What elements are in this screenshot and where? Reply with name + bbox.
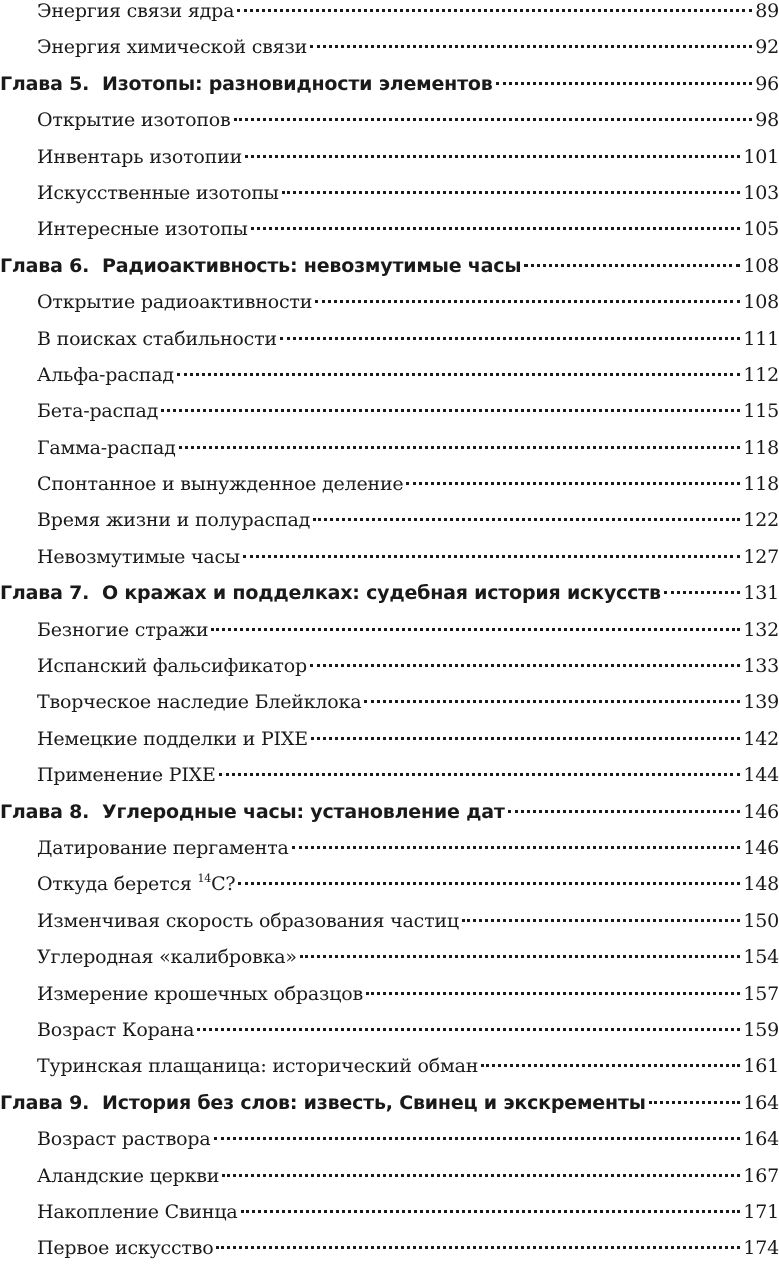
page-number: 146 xyxy=(743,836,779,859)
section-title xyxy=(37,684,361,720)
entry-text: Безногие стражи xyxy=(37,618,209,641)
entry-text: Возраст Корана xyxy=(37,1018,195,1041)
dot-leader xyxy=(310,45,752,48)
entry-text: Бета-распад xyxy=(37,400,159,423)
toc-chapter-row xyxy=(0,794,779,830)
entry-text: В поисках стабильности xyxy=(37,327,277,350)
superscript: 14 xyxy=(197,872,212,886)
section-title xyxy=(37,903,459,939)
entry-text: Время жизни и полураспад xyxy=(37,509,311,532)
dot-leader xyxy=(311,737,740,740)
toc-section-row xyxy=(0,284,779,320)
entry-text: Инвентарь изотопии xyxy=(37,145,243,168)
section-title xyxy=(37,721,308,757)
section-title xyxy=(37,648,307,684)
dot-leader xyxy=(216,1246,740,1249)
toc-section-row xyxy=(0,757,779,793)
toc-section-row xyxy=(0,29,779,65)
section-title xyxy=(37,102,231,138)
entry-text: Датирование пергамента xyxy=(37,836,289,859)
toc-chapter-row xyxy=(0,575,779,611)
dot-leader xyxy=(496,82,753,85)
toc-section-row xyxy=(0,903,779,939)
section-title xyxy=(37,211,248,247)
dot-leader xyxy=(508,810,741,813)
toc-section-row xyxy=(0,976,779,1012)
page-number: 92 xyxy=(755,36,779,59)
entry-text: Изменчивая скорость образования частиц xyxy=(37,909,459,932)
page-number: 108 xyxy=(743,291,779,314)
toc-section-row xyxy=(0,1048,779,1084)
chapter-label: Глава 9. xyxy=(0,1091,90,1114)
section-title xyxy=(37,1230,213,1266)
section-title xyxy=(37,357,174,393)
page-number: 133 xyxy=(743,655,779,678)
section-title xyxy=(37,830,289,866)
toc-section-row xyxy=(0,0,779,29)
chapter-title xyxy=(0,248,521,284)
page-number: 127 xyxy=(743,545,779,568)
toc-section-row xyxy=(0,430,779,466)
page-number: 89 xyxy=(755,0,779,22)
chapter-title xyxy=(0,1085,646,1121)
dot-leader xyxy=(245,155,740,158)
chapter-title xyxy=(0,575,661,611)
toc-section-row xyxy=(0,648,779,684)
section-title xyxy=(37,1158,219,1194)
section-title xyxy=(37,1048,478,1084)
entry-text: Альфа-распад xyxy=(37,363,174,386)
toc-section-row xyxy=(0,1012,779,1048)
toc-section-row xyxy=(0,939,779,975)
dot-leader xyxy=(364,700,740,703)
page-number: 157 xyxy=(743,982,779,1005)
dot-leader xyxy=(243,555,740,558)
entry-text: Открытие радиоактивности xyxy=(37,291,313,314)
toc-section-row xyxy=(0,502,779,538)
dot-leader xyxy=(251,227,741,230)
page-number: 96 xyxy=(755,72,779,95)
entry-text: Открытие изотопов xyxy=(37,109,231,132)
entry-text: Аландские церкви xyxy=(37,1164,220,1187)
page-number: 148 xyxy=(743,873,779,896)
entry-text: Применение PIXE xyxy=(37,764,216,787)
section-title xyxy=(37,539,240,575)
entry-text: История без слов: известь, Свинец и экскременты xyxy=(102,1091,646,1114)
chapter-label: Глава 5. xyxy=(0,72,90,95)
entry-text: Гамма-распад xyxy=(37,436,176,459)
dot-leader xyxy=(313,518,740,521)
chapter-title xyxy=(0,66,493,102)
dot-leader xyxy=(219,773,741,776)
section-title xyxy=(37,0,234,29)
entry-text: Энергия химической связи xyxy=(37,36,308,59)
page-number: 174 xyxy=(743,1237,779,1260)
dot-leader xyxy=(222,1174,740,1177)
dot-leader xyxy=(241,1210,741,1213)
section-title xyxy=(37,939,297,975)
dot-leader xyxy=(300,955,740,958)
toc-section-row xyxy=(0,175,779,211)
page-number: 139 xyxy=(743,691,779,714)
section-title xyxy=(37,29,307,65)
dot-leader xyxy=(238,882,740,885)
page-number: 105 xyxy=(743,218,779,241)
toc-section-row xyxy=(0,357,779,393)
entry-text: Творческое наследие Блейклока xyxy=(37,691,362,714)
entry-text: Углеродные часы: установление дат xyxy=(102,800,505,823)
toc-section-row xyxy=(0,321,779,357)
chapter-label: Глава 6. xyxy=(0,254,90,277)
dot-leader xyxy=(292,846,741,849)
chapter-label: Глава 7. xyxy=(0,582,90,605)
page-number: 118 xyxy=(743,436,779,459)
entry-text: Возраст раствора xyxy=(37,1128,211,1151)
dot-leader xyxy=(177,373,740,376)
page-number: 118 xyxy=(743,473,779,496)
dot-leader xyxy=(315,300,740,303)
page-number: 154 xyxy=(743,946,779,969)
toc-chapter-row xyxy=(0,1085,779,1121)
chapter-title xyxy=(0,794,505,830)
section-title xyxy=(37,321,277,357)
section-title xyxy=(37,1012,194,1048)
page-number: 132 xyxy=(743,618,779,641)
page-number: 171 xyxy=(743,1200,779,1223)
section-title xyxy=(37,866,235,902)
page-number: 142 xyxy=(743,727,779,750)
page-number: 131 xyxy=(743,582,779,605)
entry-text: Откуда берется xyxy=(37,873,198,896)
entry-text: Изотопы: разновидности элементов xyxy=(102,72,493,95)
section-title xyxy=(37,466,403,502)
toc-section-row xyxy=(0,139,779,175)
section-title xyxy=(37,430,176,466)
toc-section-row xyxy=(0,1194,779,1230)
page-number: 161 xyxy=(743,1055,779,1078)
entry-text: Интересные изотопы xyxy=(37,218,248,241)
page-number: 144 xyxy=(743,764,779,787)
entry-text: Первое искусство xyxy=(37,1237,214,1260)
page-number: 115 xyxy=(743,400,779,423)
toc-section-row xyxy=(0,1121,779,1157)
toc-section-row xyxy=(0,866,779,902)
dot-leader xyxy=(197,1028,740,1031)
entry-text: Невозмутимые часы xyxy=(37,545,240,568)
dot-leader xyxy=(366,992,740,995)
dot-leader xyxy=(161,409,740,412)
dot-leader xyxy=(310,664,740,667)
dot-leader xyxy=(280,337,740,340)
dot-leader xyxy=(179,446,741,449)
entry-text-after: C? xyxy=(211,873,236,896)
entry-text: Углеродная «калибровка» xyxy=(37,946,297,969)
toc-section-row xyxy=(0,830,779,866)
toc-section-row xyxy=(0,612,779,648)
entry-text: Измерение крошечных образцов xyxy=(37,982,363,1005)
page-number: 111 xyxy=(743,327,779,350)
page-number: 146 xyxy=(743,800,779,823)
entry-text: Энергия связи ядра xyxy=(37,0,235,22)
dot-leader xyxy=(237,9,752,12)
dot-leader xyxy=(649,1101,741,1104)
dot-leader xyxy=(282,191,741,194)
dot-leader xyxy=(406,482,740,485)
entry-text: Накопление Свинца xyxy=(37,1200,238,1223)
page-number: 122 xyxy=(743,509,779,532)
toc-section-row xyxy=(0,684,779,720)
page-number: 112 xyxy=(743,363,779,386)
page-number: 98 xyxy=(755,109,779,132)
section-title xyxy=(37,393,158,429)
dot-leader xyxy=(214,1137,741,1140)
toc-section-row xyxy=(0,1158,779,1194)
section-title xyxy=(37,976,363,1012)
toc-chapter-row xyxy=(0,248,779,284)
section-title xyxy=(37,757,216,793)
toc-chapter-row xyxy=(0,66,779,102)
section-title xyxy=(37,502,310,538)
entry-text: Немецкие подделки и PIXE xyxy=(37,727,308,750)
toc-section-row xyxy=(0,211,779,247)
section-title xyxy=(37,612,208,648)
section-title xyxy=(37,1194,238,1230)
page-number: 150 xyxy=(743,909,779,932)
page-number: 164 xyxy=(743,1091,779,1114)
entry-text: Радиоактивность: невозмутимые часы xyxy=(102,254,522,277)
section-title xyxy=(37,175,279,211)
entry-text: Испанский фальсификатор xyxy=(37,655,307,678)
page-number: 103 xyxy=(743,181,779,204)
toc-section-row xyxy=(0,1230,779,1266)
page-number: 108 xyxy=(743,254,779,277)
entry-text: Искусственные изотопы xyxy=(37,181,279,204)
section-title xyxy=(37,139,242,175)
dot-leader xyxy=(462,919,740,922)
dot-leader xyxy=(234,118,753,121)
entry-text: Туринская плащаница: исторический обман xyxy=(37,1055,479,1078)
toc-section-row xyxy=(0,539,779,575)
entry-text: О кражах и подделках: судебная история искусств xyxy=(102,582,661,605)
toc-section-row xyxy=(0,102,779,138)
toc-section-row xyxy=(0,721,779,757)
page-number: 164 xyxy=(743,1128,779,1151)
toc-section-row xyxy=(0,466,779,502)
page-number: 159 xyxy=(743,1018,779,1041)
chapter-label: Глава 8. xyxy=(0,800,90,823)
page-number: 101 xyxy=(743,145,779,168)
entry-text: Спонтанное и вынужденное деление xyxy=(37,473,404,496)
section-title xyxy=(37,1121,211,1157)
toc-section-row xyxy=(0,393,779,429)
section-title xyxy=(37,284,312,320)
dot-leader xyxy=(211,628,740,631)
dot-leader xyxy=(481,1064,740,1067)
dot-leader xyxy=(524,264,740,267)
page-number: 167 xyxy=(743,1164,779,1187)
dot-leader xyxy=(664,591,741,594)
